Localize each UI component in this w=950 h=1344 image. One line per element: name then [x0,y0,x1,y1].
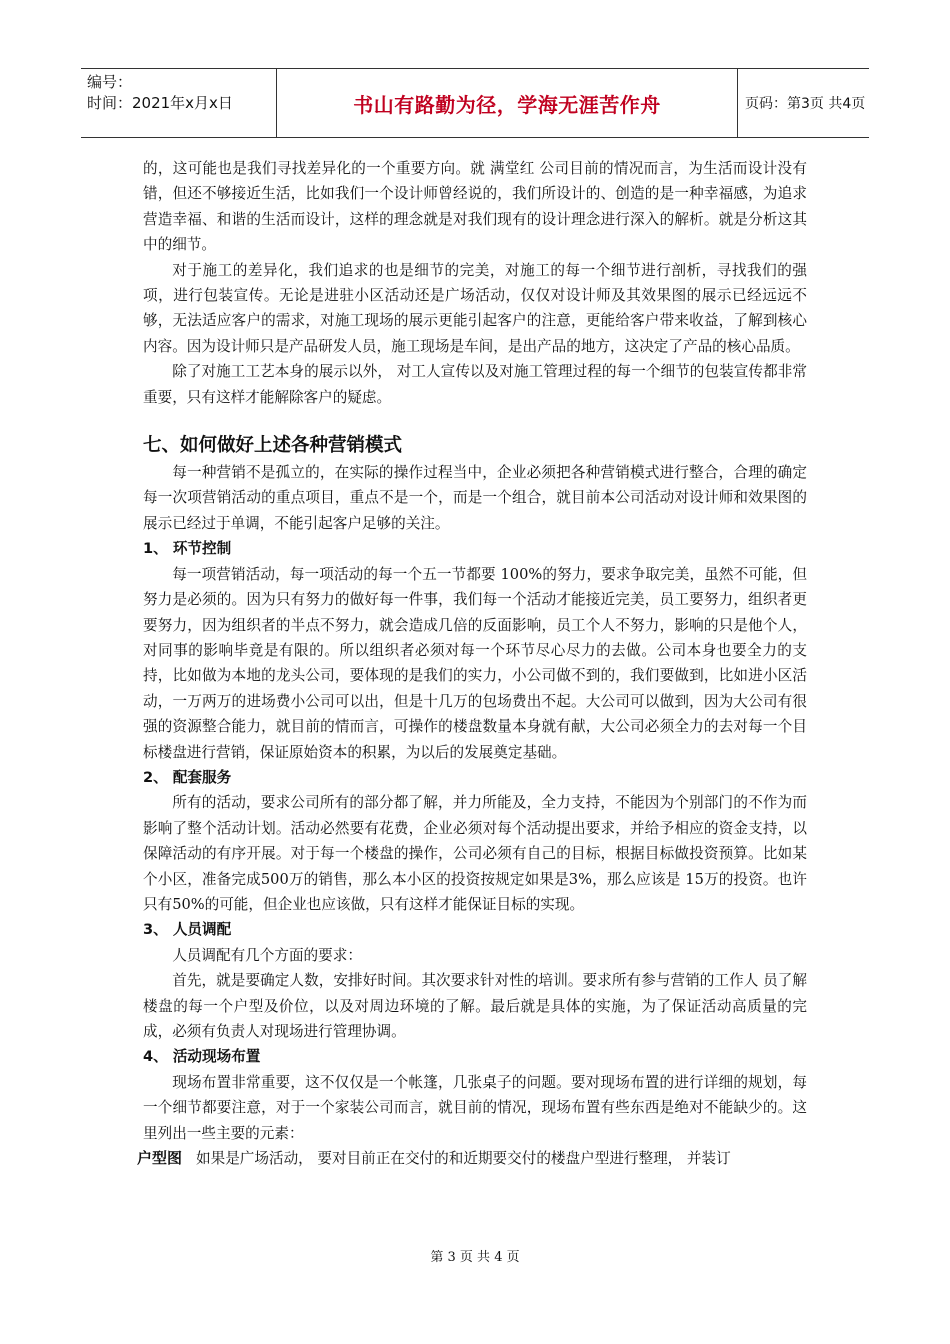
subsection-title: 3、 人员调配 [143,921,232,939]
header-meta [81,69,277,137]
section-title: 七、如何做好上述各种营销模式 [143,435,403,457]
subsection-title: 1、 环节控制 [143,540,232,558]
page-header [81,68,869,138]
header-page-info: 页码：第3页 共4页 [745,96,866,112]
page-footer: 第 3 页 共 4 页 [430,1250,520,1265]
paragraph: 每一种营销不是孤立的，在实际的操作过程当中，企业必须把各种营销模式进行整合，合理的确定每一次项营销活动的重点项目，重点不是一个，而是一个组合，就目前本公司活动对设计师和效果图的展示已经过于单调，不能引起客户足够的关注。 [143,464,807,532]
header-motto: 书山有路勤为径，学海无涯苦作舟 [277,69,738,137]
paragraph: 所有的活动，要求公司所有的部分都了解，并力所能及，全力支持，不能因为个别部门的不作为而影响了整个活动计划。活动必然要有花费，企业必须对每个活动提出要求，并给予相应的资金支持，以保障活动的有序开展。对于每一个楼盘的操作，公司必须有自己的目标，根据目标做投资预算。比如某个小区，准备完成500万的销售，那么本小区的投资按规定如果是3%，那么应该是 15万的投资。也许只有50%的可能，但企业也应该做，只有这样才能保证目标的实现。 [143,794,807,913]
term-text: 如果是广场活动， 要对目前正在交付的和近期要交付的楼盘户型进行整理， 并装订 [196,1150,731,1168]
paragraph [137,1146,807,1171]
number-label: 编号： [87,73,133,91]
subsection-title: 2、 配套服务 [143,768,232,786]
paragraph: 现场布置非常重要，这不仅仅是一个帐篷，几张桌子的问题。要对现场布置的进行详细的规划，每一个细节都要注意，对于一个家装公司而言，就目前的情况，现场布置有些东西是绝对不能缺少的。这里列出一些主要的元素： [143,1073,807,1142]
paragraph: 人员调配有几个方面的要求： [172,946,362,964]
term-label: 户型图 [137,1149,183,1168]
paragraph: 对于施工的差异化，我们追求的也是细节的完美，对施工的每一个细节进行剖析，寻找我们的强项，进行包装宣传。无论是进驻小区活动还是广场活动，仅仅对设计师及其效果图的展示已经远远不够，无法适应客户的需求，对施工现场的展示更能引起客户的注意，更能给客户带来收益，了解到核心内容。因为设计师只是产品研发人员，施工现场是车间，是出产品的地方，这决定了产品的核心品质。 [143,261,807,355]
document-body [137,156,807,1171]
paragraph: 每一项营销活动，每一项活动的每一个五一节都要 100%的努力，要求争取完美，虽然不可能，但努力是必须的。因为只有努力的做好每一件事，我们每一个活动才能接近完美，员工要努力，组织者更要努力，因为组织者的半点不努力，就会造成几倍的反面影响，员工个人不努力，影响的只是他个人，对同事的影响毕竟是有限的。所以组织者必须对每一个环节尽心尽力的去做。公司本身也要全力的支持，比如做为本地的龙头公司，要体现的是我们的实力，小公司做不到的，我们要做到，比如进小区活动，一万两万的进场费小公司可以出，但是十几万的包场费出不起。大公司可以做到，因为大公司有很强的资源整合能力，就目前的情而言，可操作的楼盘数量本身就有献，大公司必须全力的去对每一个目标楼盘进行营销，保证原始资本的积累，为以后的发展奠定基础。 [143,565,807,761]
subsection-title: 4、 活动现场布置 [143,1048,261,1066]
paragraph: 首先，就是要确定人数，安排好时间。其次要求针对性的培训。要求所有参与营销的工作人 员了解楼盘的每一个户型及价位，以及对周边环境的了解。最后就是具体的实施，为了保证活动高质量的完成，必须有负责人对现场进行管理协调。 [143,972,807,1040]
time-label: 时间：2021年x月x日 [87,94,233,112]
paragraph: 的，这可能也是我们寻找差异化的一个重要方向。就 满堂红 公司目前的情况而言，为生活而设计没有错，但还不够接近生活，比如我们一个设计师曾经说的，我们所设计的、创造的是一种幸福感，为追求营造幸福、和谐的生活而设计，这样的理念就是对我们现有的设计理念进行深入的解析。就是分析这其中的细节。 [143,160,807,254]
paragraph: 除了对施工工艺本身的展示以外， 对工人宣传以及对施工管理过程的每一个细节的包装宣传都非常重要，只有这样才能解除客户的疑虑。 [143,363,807,406]
